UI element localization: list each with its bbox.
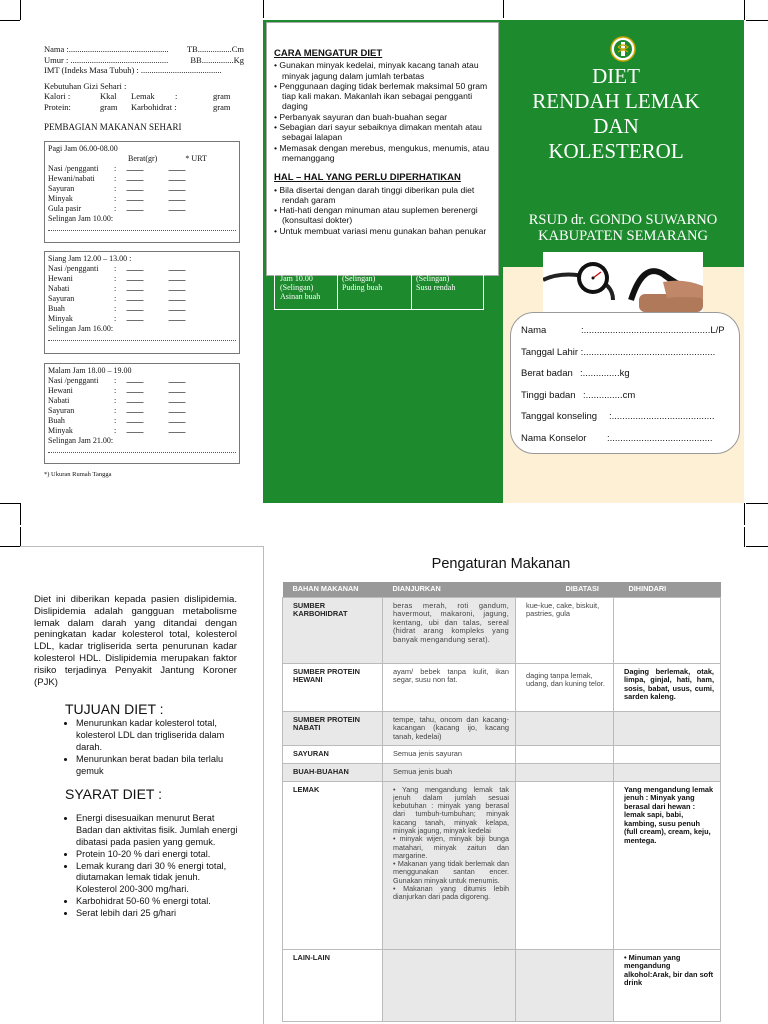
berat-header: Berat(gr) — [128, 154, 158, 163]
crop-mark — [263, 0, 264, 18]
pembagian-title: PEMBAGIAN MAKANAN SEHARI — [44, 122, 182, 132]
cell-dibatasi — [516, 763, 614, 781]
meal-item-row — [48, 204, 236, 214]
meal-colon: : — [114, 284, 117, 293]
urt-field: ................. — [168, 174, 185, 183]
crop-mark — [0, 20, 20, 21]
patient-form — [44, 44, 244, 133]
table-row — [283, 663, 721, 711]
urt-field: ................. — [168, 184, 185, 193]
id-konselor-row: Nama Konselor :....................................... — [521, 432, 713, 444]
karbo-label: Karbohidrat : — [131, 101, 177, 112]
dotted-line — [48, 335, 236, 341]
meal-colon: : — [114, 386, 117, 395]
page-divider — [263, 546, 264, 1024]
berat-field: ................. — [126, 164, 143, 173]
cara-item: • Perbanyak sayuran dan buah-buahan segar — [274, 111, 448, 122]
urt-field: ................. — [168, 376, 185, 385]
meal-colon: : — [114, 204, 117, 213]
meal-colon: : — [114, 426, 117, 435]
berat-field: ................. — [126, 304, 143, 313]
table-row — [283, 745, 721, 763]
meal-item-label: Hewani — [48, 386, 73, 395]
row-label: SUMBER KARBOHIDRAT — [283, 597, 383, 663]
cell-dihindari: Daging berlemak, otak, limpa, ginjal, hati, ham, sosis, babat, usus, cumi, sarden kaleng. — [614, 663, 721, 711]
id-lahir-row: Tanggal Lahir :.................................................. — [521, 346, 716, 358]
crop-mark — [503, 0, 504, 18]
urt-field: ................. — [168, 264, 185, 273]
crop-mark — [20, 503, 21, 525]
meal-item-row — [48, 396, 236, 406]
meal-item-label: Hewani — [48, 274, 73, 283]
snack-label: (Selingan) — [416, 274, 450, 283]
meal-item-row — [48, 376, 236, 386]
form-imt: IMT (Indeks Masa Tubuh) : ...................................... — [44, 65, 222, 75]
meal-title: Pagi Jam 06.00-08.00 — [48, 144, 118, 153]
berat-field: ................. — [126, 376, 143, 385]
meal-item-row — [48, 194, 236, 204]
meal-colon: : — [114, 376, 117, 385]
meal-box-pagi — [44, 141, 240, 243]
cell-dihindari: Yang mengandung lemak jenuh : Minyak yang berasal dari hewan : lemak sapi, babi, kambing, susu penuh (full cream), cream, keju, mentega. — [614, 781, 721, 949]
meal-item-label: Gula pasir — [48, 204, 82, 213]
info-card — [266, 22, 499, 276]
cara-item: • Penggunaan daging tidak berlemak maksimal 50 gram tiap kali makan. Makanlah ikan sebagai pengganti daging — [274, 80, 488, 112]
urt-field: ................. — [168, 304, 185, 313]
meal-item-row — [48, 294, 236, 304]
crop-mark — [0, 546, 20, 547]
meal-item-label: Sayuran — [48, 294, 75, 303]
ukuran-note: *) Ukuran Rumah Tangga — [44, 471, 112, 478]
syarat-item: • Energi disesuaikan menurut Berat Badan dan aktivitas fisik. Jumlah energi dibatasi pada pasien yang gemuk. — [76, 813, 240, 849]
row-label: SAYURAN — [283, 745, 383, 763]
id-nama-row: Nama :................................................L/P — [521, 325, 725, 336]
syarat-item: • Serat lebih dari 25 g/hari — [76, 908, 240, 920]
hal-title: HAL – HAL YANG PERLU DIPERHATIKAN — [274, 172, 461, 184]
cell-dihindari — [614, 597, 721, 663]
form-umur: Umur : .............................................. — [44, 54, 169, 65]
cell-dianjurkan — [383, 949, 516, 1021]
cell-dianjurkan: Semua jenis sayuran — [383, 745, 516, 763]
snack-item: Puding buah — [342, 283, 383, 292]
meal-colon: : — [114, 174, 117, 183]
cara-title: CARA MENGATUR DIET — [274, 48, 383, 59]
crop-mark — [744, 0, 745, 20]
snack-col — [280, 274, 320, 301]
meal-item-row — [48, 416, 236, 426]
crop-mark — [746, 546, 768, 547]
tujuan-title: TUJUAN DIET : — [65, 701, 164, 717]
protein-label: Protein: — [44, 101, 71, 112]
meal-item-label: Nabati — [48, 396, 70, 405]
crop-mark — [744, 527, 745, 547]
meal-item-label: Nabati — [48, 284, 70, 293]
berat-field: ................. — [126, 416, 143, 425]
id-tinggi-row: Tinggi badan :..............cm — [521, 389, 636, 401]
meal-item-row — [48, 314, 236, 324]
meal-item-label: Hewani/nabati — [48, 174, 95, 183]
hal-item: • Hati-hati dengan minuman atau suplemen berenergi (konsultasi dokter) — [274, 205, 478, 226]
cover-title-line: RENDAH LEMAK — [532, 89, 700, 113]
urt-header: * URT — [185, 154, 207, 163]
berat-field: ................. — [126, 294, 143, 303]
tujuan-section — [65, 701, 240, 777]
table-row — [283, 711, 721, 745]
berat-field: ................. — [126, 426, 143, 435]
meal-box-siang — [44, 251, 240, 354]
urt-field: ................. — [168, 406, 185, 415]
meal-item-row — [48, 406, 236, 416]
meal-colon: : — [114, 264, 117, 273]
selingan-label: Selingan Jam 16.00: — [48, 324, 114, 333]
patient-id-card — [510, 312, 740, 454]
cover-title — [516, 64, 716, 164]
meal-item-label: Minyak — [48, 426, 73, 435]
berat-field: ................. — [126, 184, 143, 193]
meal-colon: : — [114, 406, 117, 415]
tujuan-item: • Menurunkan kadar kolesterol total, kolesterol LDL dan trigliserida dalam darah. — [76, 718, 240, 754]
cell-dibatasi — [516, 745, 614, 763]
food-guide-table — [282, 582, 721, 1022]
syarat-item: • Protein 10-20 % dari energi total. — [76, 849, 240, 861]
crop-mark — [20, 527, 21, 547]
berat-field: ................. — [126, 406, 143, 415]
sphygmomanometer-icon — [543, 252, 703, 312]
cara-item: • Memasak dengan merebus, mengukus, menumis, atau memanggang — [274, 142, 490, 163]
cell-dianjurkan: Semua jenis buah — [383, 763, 516, 781]
lemak-point: • Makanan yang tidak berlemak dan menggunakan santan encer. Gunakan minyak untuk menumis. — [393, 859, 509, 885]
urt-field: ................. — [168, 386, 185, 395]
row-label: SUMBER PROTEIN NABATI — [283, 711, 383, 745]
table-row — [283, 597, 721, 663]
meal-colon: : — [114, 396, 117, 405]
logo-icon — [610, 36, 636, 62]
gram-unit: gram — [100, 101, 118, 112]
cover-title-line: DAN — [593, 114, 639, 138]
snack-col — [342, 274, 382, 292]
berat-field: ................. — [126, 284, 143, 293]
table-title: Pengaturan Makanan — [431, 556, 571, 572]
row-label: SUMBER PROTEIN HEWANI — [283, 663, 383, 711]
syarat-item: • Lemak kurang dari 30 % energi total, diutamakan lemak tidak jenuh. Kolesterol 200-300 mg/hari. — [76, 861, 240, 897]
cell-dianjurkan: beras merah, roti gandum, havermout, makaroni, jagung, kentang, ubi dan talas, sereal (hidrat arang kompleks yang banyak mengandung serat). — [383, 597, 516, 663]
page-divider — [20, 546, 263, 547]
meal-item-label: Sayuran — [48, 184, 75, 193]
meal-item-label: Minyak — [48, 194, 73, 203]
crop-mark — [0, 503, 20, 504]
cara-item: • Sebagian dari sayur sebaiknya dimakan mentah atau sebagai lalapan — [274, 122, 482, 143]
meal-colon: : — [114, 184, 117, 193]
tujuan-list — [65, 718, 240, 778]
meal-box-malam — [44, 363, 240, 464]
cell-dibatasi: kue-kue, cake, biskuit, pastries, gula — [516, 597, 614, 663]
meal-item-label: Nasi /pengganti — [48, 264, 99, 273]
snack-col — [416, 274, 455, 292]
meal-item-row — [48, 264, 236, 274]
cell-dihindari — [614, 711, 721, 745]
col-header: DIHINDARI — [614, 582, 721, 597]
crop-mark — [746, 503, 768, 504]
cell-dihindari — [614, 763, 721, 781]
meal-item-label: Buah — [48, 416, 65, 425]
form-tb: TB................Cm — [186, 44, 244, 54]
table-row — [283, 763, 721, 781]
snack-item: Susu rendah — [416, 283, 456, 292]
row-label: BUAH-BUAHAN — [283, 763, 383, 781]
cell-dihindari: • Minuman yang mengandung alkohol:Arak, bir dan soft drink — [614, 949, 721, 1021]
meal-item-label: Nasi /pengganti — [48, 164, 99, 173]
berat-field: ................. — [126, 174, 143, 183]
syarat-section — [65, 786, 240, 920]
meal-item-row — [48, 386, 236, 396]
urt-field: ................. — [168, 314, 185, 323]
hospital-name-line: RSUD dr. GONDO SUWARNO — [528, 212, 718, 228]
meal-item-row — [48, 164, 236, 174]
col-header: DIANJURKAN — [383, 582, 516, 597]
table-row — [283, 781, 721, 949]
hal-item: • Untuk membuat variasi menu gunakan bahan penukar — [274, 225, 487, 236]
lemak-label: Lemak — [131, 91, 155, 101]
selingan-label: Selingan Jam 21.00: — [48, 436, 114, 445]
meal-item-row — [48, 174, 236, 184]
snack-label: (Selingan) — [280, 283, 314, 292]
crop-mark — [744, 503, 745, 525]
col-header: BAHAN MAKANAN — [283, 582, 383, 597]
berat-field: ................. — [126, 274, 143, 283]
blood-pressure-image — [543, 252, 703, 312]
cell-dianjurkan: tempe, tahu, oncom dan kacang- kacangan (kacang ijo, kacang tanah, kedelai) — [383, 711, 516, 745]
berat-field: ................. — [126, 264, 143, 273]
urt-field: ................. — [168, 294, 185, 303]
cell-dibatasi — [516, 781, 614, 949]
kalori-label: Kalori : — [44, 91, 71, 101]
meal-title: Siang Jam 12.00 – 13.00 : — [48, 254, 132, 263]
crop-mark — [746, 20, 768, 21]
urt-field: ................. — [168, 426, 185, 435]
dotted-line — [48, 447, 236, 453]
kkal-unit: Kkal — [100, 91, 117, 101]
intro-paragraph: Diet ini diberikan kepada pasien dislipidemia. Dislipidemia adalah gangguan metabolisme lemak dalam darah yang ditandai dengan peningkatan kadar kolesterol total, kolesterol LDL, kadar trigliserida serta penurunan kadar kolesterol HDL. Dislipidemia merupakan faktor risiko terjadinya Penyakit Jantung Koroner (PJK) — [34, 594, 237, 688]
cara-item: • Gunakan minyak kedelai, minyak kacang tanah atau minyak jagung dalam jumlah terbatas — [274, 60, 479, 81]
cell-dibatasi: daging tanpa lemak, udang, dan kuning telor. — [516, 663, 614, 711]
meal-colon: : — [114, 294, 117, 303]
urt-field: ................. — [168, 204, 185, 213]
meal-item-label: Buah — [48, 304, 65, 313]
gram-unit: gram — [213, 91, 231, 101]
meal-item-row — [48, 184, 236, 194]
hospital-logo — [610, 36, 636, 62]
lemak-point: • minyak wijen, minyak biji bunga matahari, minyak zaitun dan margarine. — [393, 834, 509, 860]
meal-item-label: Minyak — [48, 314, 73, 323]
meal-item-label: Nasi /pengganti — [48, 376, 99, 385]
meal-item-row — [48, 274, 236, 284]
hospital-name-line: KABUPATEN SEMARANG — [538, 228, 708, 244]
form-nama: Nama :............................................... — [44, 44, 169, 54]
urt-field: ................. — [168, 194, 185, 203]
gram-unit: gram — [213, 101, 231, 112]
urt-field: ................. — [168, 164, 185, 173]
meal-item-row — [48, 284, 236, 294]
meal-item-row — [48, 304, 236, 314]
dotted-line — [48, 225, 236, 231]
hospital-name — [508, 212, 738, 244]
urt-field: ................. — [168, 396, 185, 405]
meal-item-label: Sayuran — [48, 406, 75, 415]
meal-item-row — [48, 426, 236, 436]
berat-field: ................. — [126, 194, 143, 203]
col-header: DIBATASI — [516, 582, 614, 597]
syarat-item: • Karbohidrat 50-60 % energi total. — [76, 896, 240, 908]
syarat-title: SYARAT DIET : — [65, 786, 162, 802]
id-konseling-row: Tanggal konseling :....................................... — [521, 411, 715, 422]
cover-title-line: KOLESTEROL — [548, 139, 684, 163]
meal-colon: : — [114, 314, 117, 323]
form-bb: BB...............Kg — [190, 54, 244, 65]
hal-item: • Bila disertai dengan darah tinggi diberikan pula diet rendah garam — [274, 184, 475, 205]
meal-colon: : — [114, 274, 117, 283]
syarat-list — [65, 813, 240, 920]
berat-field: ................. — [126, 386, 143, 395]
cell-dibatasi — [516, 949, 614, 1021]
row-label: LAIN-LAIN — [283, 949, 383, 1021]
berat-field: ................. — [126, 204, 143, 213]
cara-list — [274, 60, 493, 163]
meal-colon: : — [114, 304, 117, 313]
urt-field: ................. — [168, 416, 185, 425]
cell-dianjurkan: ayam/ bebek tanpa kulit, ikan segar, susu non fat. — [383, 663, 516, 711]
lemak-point: • Makanan yang ditumis lebih dianjurkan dari pada digoreng. — [393, 884, 509, 902]
snack-time: Jam 10.00 — [280, 274, 313, 283]
meal-colon: : — [114, 194, 117, 203]
row-label: LEMAK — [283, 781, 383, 949]
lemak-point: • Yang mengandung lemak tak jenuh dalam jumlah sesuai kebutuhan : minyak yang berasal dari tumbuh-tumbuhan; minyak kacang tanah, minyak kelapa, minyak jagung, minyak kedelai — [393, 784, 509, 835]
meal-colon: : — [114, 164, 117, 173]
cover-title-line: DIET — [592, 64, 640, 88]
cell-dihindari — [614, 745, 721, 763]
id-berat-row: Berat badan :..............kg — [521, 368, 630, 379]
snack-table — [274, 274, 484, 310]
tujuan-item: • Menurunkan berat badan bila terlalu gemuk — [76, 754, 240, 778]
lemak-colon: : — [175, 91, 178, 101]
cell-dibatasi — [516, 711, 614, 745]
berat-field: ................. — [126, 314, 143, 323]
snack-label: (Selingan) — [342, 274, 376, 283]
urt-field: ................. — [168, 274, 185, 283]
hal-list — [274, 185, 493, 236]
table-row — [283, 949, 721, 1021]
kebutuhan-title: Kebutuhan Gizi Sehari : — [44, 80, 127, 91]
berat-field: ................. — [126, 396, 143, 405]
urt-field: ................. — [168, 284, 185, 293]
crop-mark — [20, 0, 21, 20]
meal-title: Malam Jam 18.00 – 19.00 — [48, 366, 132, 375]
snack-item: Asinan buah — [280, 292, 321, 301]
cell-dianjurkan — [383, 781, 516, 949]
meal-colon: : — [114, 416, 117, 425]
selingan-label: Selingan Jam 10.00: — [48, 214, 114, 223]
table-header-row — [283, 582, 721, 597]
